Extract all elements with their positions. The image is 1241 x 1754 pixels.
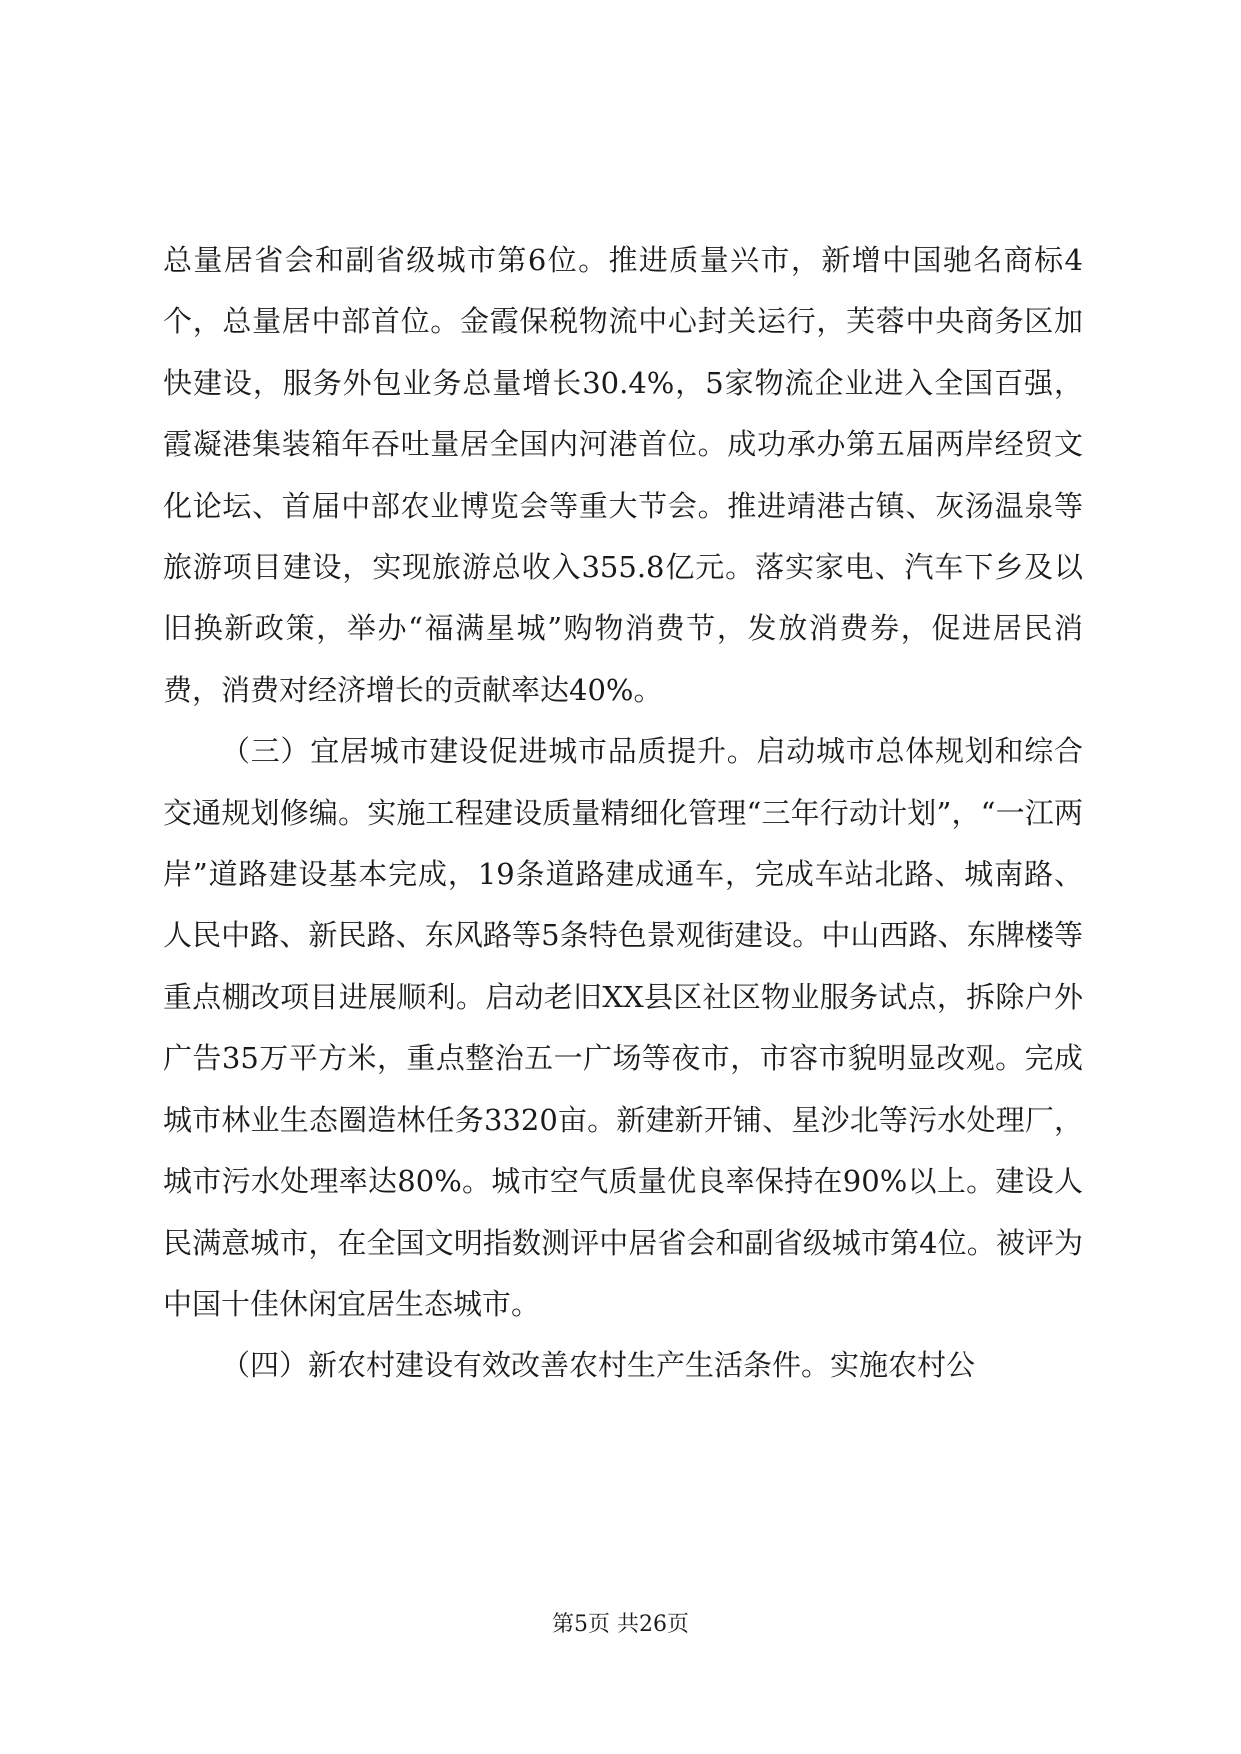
page-footer: 第5页 共26页	[552, 1612, 689, 1637]
paragraph-2: （三）宜居城市建设促进城市品质提升。启动城市总体规划和综合交通规划修编。实施工程建设质量精细化管理“三年行动计划”，“一江两岸”道路建设基本完成，19条道路建成通车，完成车站北路、城南路、人民中路、新民路、东风路等5条特色景观街建设。中山西路、东牌楼等重点棚改项目进展顺利。启动老旧XX县区社区物业服务试点，拆除户外广告35万平方米，重点整治五一广场等夜市，市容市貌明显改观。完成城市林业生态圈造林任务3320亩。新建新开铺、星沙北等污水处理厂，城市污水处理率达80%。城市空气质量优良率保持在90%以上。建设人民满意城市，在全国文明指数测评中居省会和副省级城市第4位。被评为中国十佳休闲宜居生态城市。	[163, 734, 1083, 1321]
paragraph-3: （四）新农村建设有效改善农村生产生活条件。实施农村公	[221, 1348, 976, 1383]
paragraph-1: 总量居省会和副省级城市第6位。推进质量兴市，新增中国驰名商标4个，总量居中部首位。金霞保税物流中心封关运行，芙蓉中央商务区加快建设，服务外包业务总量增长30.4%，5家物流企业进入全国百强，霞凝港集装箱年吞吐量居全国内河港首位。成功承办第五届两岸经贸文化论坛、首届中部农业博览会等重大节会。推进靖港古镇、灰汤温泉等旅游项目建设，实现旅游总收入355.8亿元。落实家电、汽车下乡及以旧换新政策，举办“福满星城”购物消费节，发放消费券，促进居民消费，消费对经济增长的贡献率达40%。	[163, 243, 1083, 707]
document-body	[163, 230, 1083, 1397]
